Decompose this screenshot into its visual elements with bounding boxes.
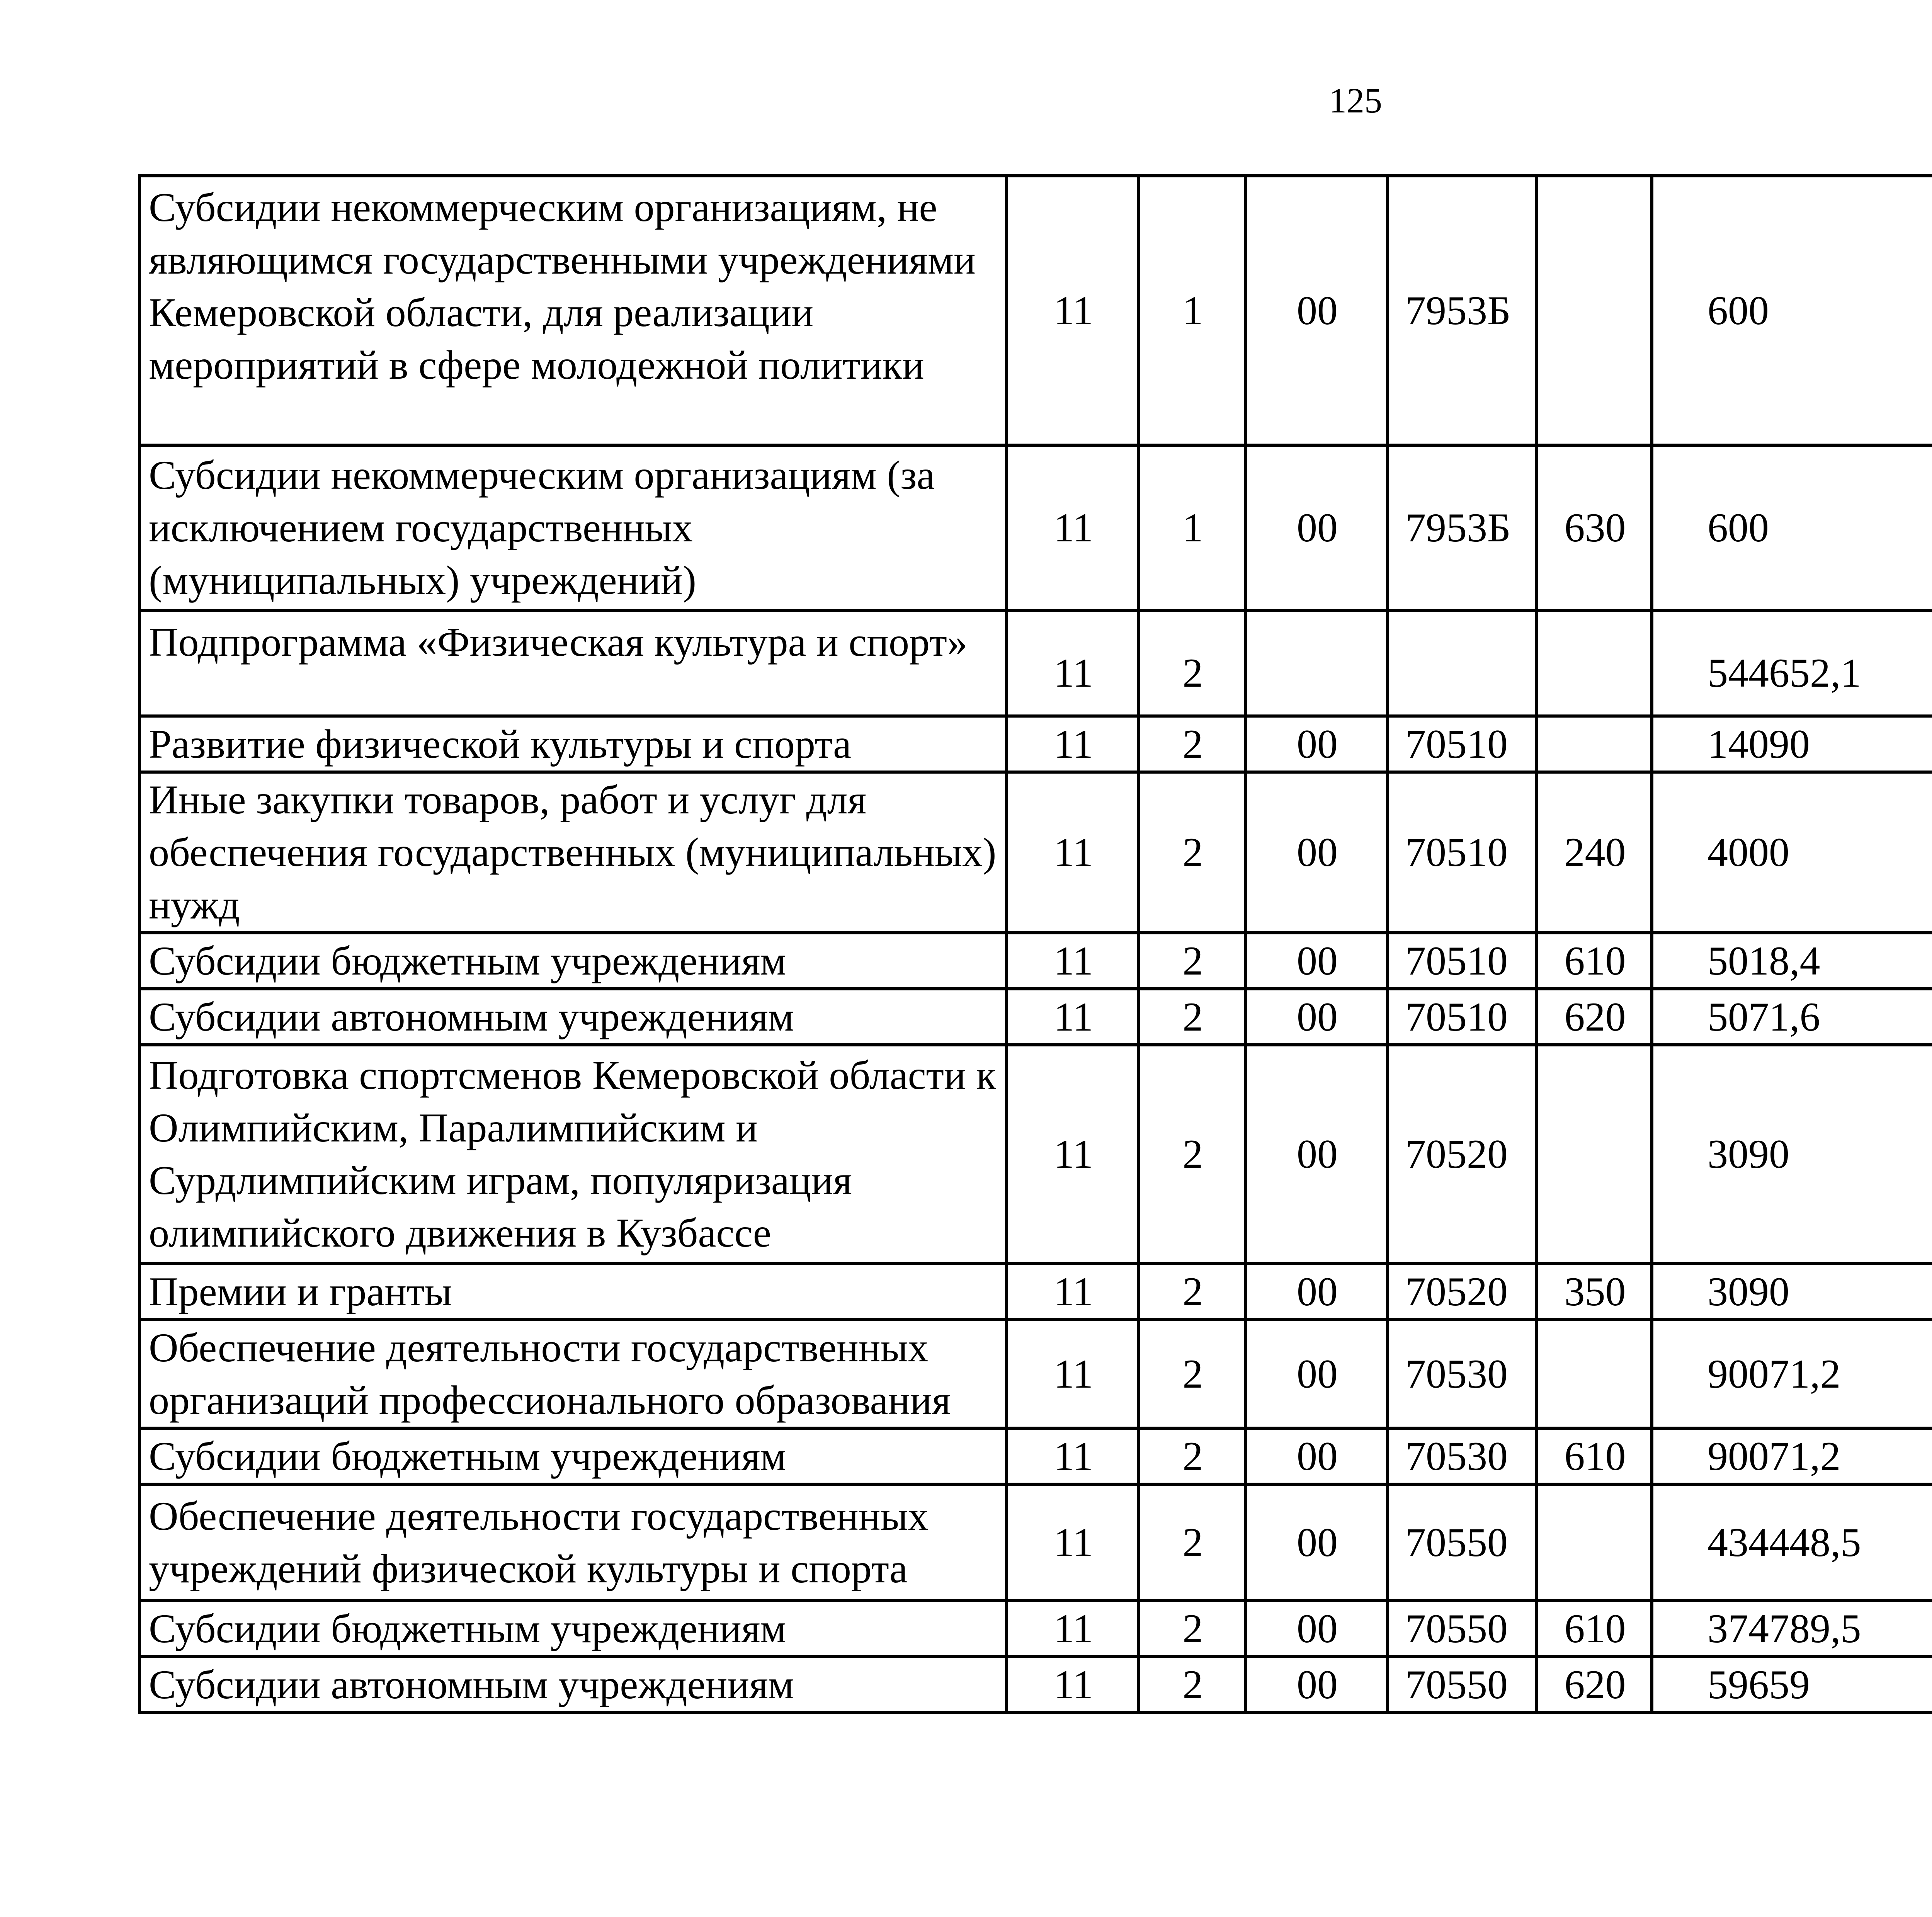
code-direction: 70520	[1388, 1045, 1537, 1264]
code-program: 00	[1245, 1484, 1388, 1601]
amount-year-1: 4000	[1652, 772, 1932, 933]
code-expense-type	[1537, 611, 1652, 716]
table-row	[139, 1601, 1932, 1657]
row-name: Обеспечение деятельности государственных организаций профессионального образования	[139, 1320, 1007, 1428]
table-row	[139, 176, 1932, 445]
code-subsection: 2	[1139, 772, 1245, 933]
code-subsection: 1	[1139, 176, 1245, 445]
code-subsection: 1	[1139, 445, 1245, 611]
code-expense-type	[1537, 176, 1652, 445]
row-name: Обеспечение деятельности государственных учреждений физической культуры и спорта	[139, 1484, 1007, 1601]
code-program: 00	[1245, 445, 1388, 611]
code-section: 11	[1007, 772, 1139, 933]
row-name: Развитие физической культуры и спорта	[139, 716, 1007, 772]
code-program: 00	[1245, 1320, 1388, 1428]
code-expense-type: 620	[1537, 989, 1652, 1045]
table-row	[139, 933, 1932, 989]
table-row	[139, 1320, 1932, 1428]
table-row	[139, 1264, 1932, 1320]
code-subsection: 2	[1139, 989, 1245, 1045]
code-direction: 70510	[1388, 933, 1537, 989]
code-direction: 70520	[1388, 1264, 1537, 1320]
code-subsection: 2	[1139, 1264, 1245, 1320]
code-direction: 7953Б	[1388, 445, 1537, 611]
amount-year-1: 5071,6	[1652, 989, 1932, 1045]
code-section: 11	[1007, 716, 1139, 772]
code-section: 11	[1007, 1045, 1139, 1264]
code-expense-type	[1537, 1320, 1652, 1428]
amount-year-1: 90071,2	[1652, 1320, 1932, 1428]
code-direction: 70510	[1388, 716, 1537, 772]
code-direction: 70550	[1388, 1601, 1537, 1657]
code-section: 11	[1007, 1484, 1139, 1601]
code-direction: 70510	[1388, 989, 1537, 1045]
amount-year-1: 544652,1	[1652, 611, 1932, 716]
code-expense-type: 610	[1537, 1601, 1652, 1657]
amount-year-1: 90071,2	[1652, 1428, 1932, 1484]
code-program: 00	[1245, 1428, 1388, 1484]
code-expense-type: 350	[1537, 1264, 1652, 1320]
row-name: Субсидии бюджетным учреждениям	[139, 1428, 1007, 1484]
amount-year-1: 374789,5	[1652, 1601, 1932, 1657]
row-name: Подпрограмма «Физическая культура и спорт»	[139, 611, 1007, 716]
code-section: 11	[1007, 1428, 1139, 1484]
table-row	[139, 1428, 1932, 1484]
code-expense-type: 610	[1537, 933, 1652, 989]
code-section: 11	[1007, 1657, 1139, 1713]
row-name: Субсидии автономным учреждениям	[139, 989, 1007, 1045]
code-direction: 70550	[1388, 1657, 1537, 1713]
amount-year-1: 600	[1652, 445, 1932, 611]
code-subsection: 2	[1139, 1601, 1245, 1657]
row-name: Субсидии некоммерческим организациям (за исключением государственных (муниципальных) учреждений)	[139, 445, 1007, 611]
table-row	[139, 716, 1932, 772]
code-section: 11	[1007, 1320, 1139, 1428]
code-program: 00	[1245, 1601, 1388, 1657]
code-expense-type: 630	[1537, 445, 1652, 611]
budget-table	[138, 174, 1932, 1714]
code-section: 11	[1007, 989, 1139, 1045]
code-subsection: 2	[1139, 1320, 1245, 1428]
code-direction: 70550	[1388, 1484, 1537, 1601]
code-subsection: 2	[1139, 1484, 1245, 1601]
code-expense-type: 240	[1537, 772, 1652, 933]
table-row	[139, 1484, 1932, 1601]
row-name: Субсидии бюджетным учреждениям	[139, 933, 1007, 989]
code-program: 00	[1245, 989, 1388, 1045]
code-direction: 70530	[1388, 1428, 1537, 1484]
code-program: 00	[1245, 1657, 1388, 1713]
code-section: 11	[1007, 176, 1139, 445]
row-name: Подготовка спортсменов Кемеровской области к Олимпийским, Паралимпийским и Сурдлимпийским играм, популяризация олимпийского движения в Кузбассе	[139, 1045, 1007, 1264]
row-name: Субсидии автономным учреждениям	[139, 1657, 1007, 1713]
row-name: Субсидии бюджетным учреждениям	[139, 1601, 1007, 1657]
code-section: 11	[1007, 1601, 1139, 1657]
code-direction	[1388, 611, 1537, 716]
code-direction: 7953Б	[1388, 176, 1537, 445]
code-program	[1245, 611, 1388, 716]
table-row	[139, 611, 1932, 716]
table-row	[139, 989, 1932, 1045]
amount-year-1: 14090	[1652, 716, 1932, 772]
amount-year-1: 434448,5	[1652, 1484, 1932, 1601]
row-name: Субсидии некоммерческим организациям, не являющимся государственными учреждениями Кемеровской области, для реализации мероприятий в сфере молодежной политики	[139, 176, 1007, 445]
code-expense-type	[1537, 1045, 1652, 1264]
code-program: 00	[1245, 1264, 1388, 1320]
table-row	[139, 445, 1932, 611]
code-expense-type	[1537, 1484, 1652, 1601]
code-expense-type: 610	[1537, 1428, 1652, 1484]
code-subsection: 2	[1139, 1045, 1245, 1264]
code-subsection: 2	[1139, 933, 1245, 989]
code-program: 00	[1245, 772, 1388, 933]
code-section: 11	[1007, 933, 1139, 989]
code-subsection: 2	[1139, 1657, 1245, 1713]
code-subsection: 2	[1139, 611, 1245, 716]
amount-year-1: 3090	[1652, 1045, 1932, 1264]
code-section: 11	[1007, 445, 1139, 611]
code-expense-type	[1537, 716, 1652, 772]
table-row	[139, 772, 1932, 933]
table-row	[139, 1657, 1932, 1713]
code-direction: 70530	[1388, 1320, 1537, 1428]
code-expense-type: 620	[1537, 1657, 1652, 1713]
row-name: Иные закупки товаров, работ и услуг для обеспечения государственных (муниципальных) нужд	[139, 772, 1007, 933]
table-row	[139, 1045, 1932, 1264]
amount-year-1: 3090	[1652, 1264, 1932, 1320]
row-name: Премии и гранты	[139, 1264, 1007, 1320]
code-section: 11	[1007, 611, 1139, 716]
code-section: 11	[1007, 1264, 1139, 1320]
code-program: 00	[1245, 716, 1388, 772]
code-program: 00	[1245, 176, 1388, 445]
amount-year-1: 5018,4	[1652, 933, 1932, 989]
amount-year-1: 59659	[1652, 1657, 1932, 1713]
code-direction: 70510	[1388, 772, 1537, 933]
page-number: 125	[1329, 81, 1382, 120]
code-program: 00	[1245, 1045, 1388, 1264]
code-program: 00	[1245, 933, 1388, 989]
code-subsection: 2	[1139, 716, 1245, 772]
amount-year-1: 600	[1652, 176, 1932, 445]
code-subsection: 2	[1139, 1428, 1245, 1484]
